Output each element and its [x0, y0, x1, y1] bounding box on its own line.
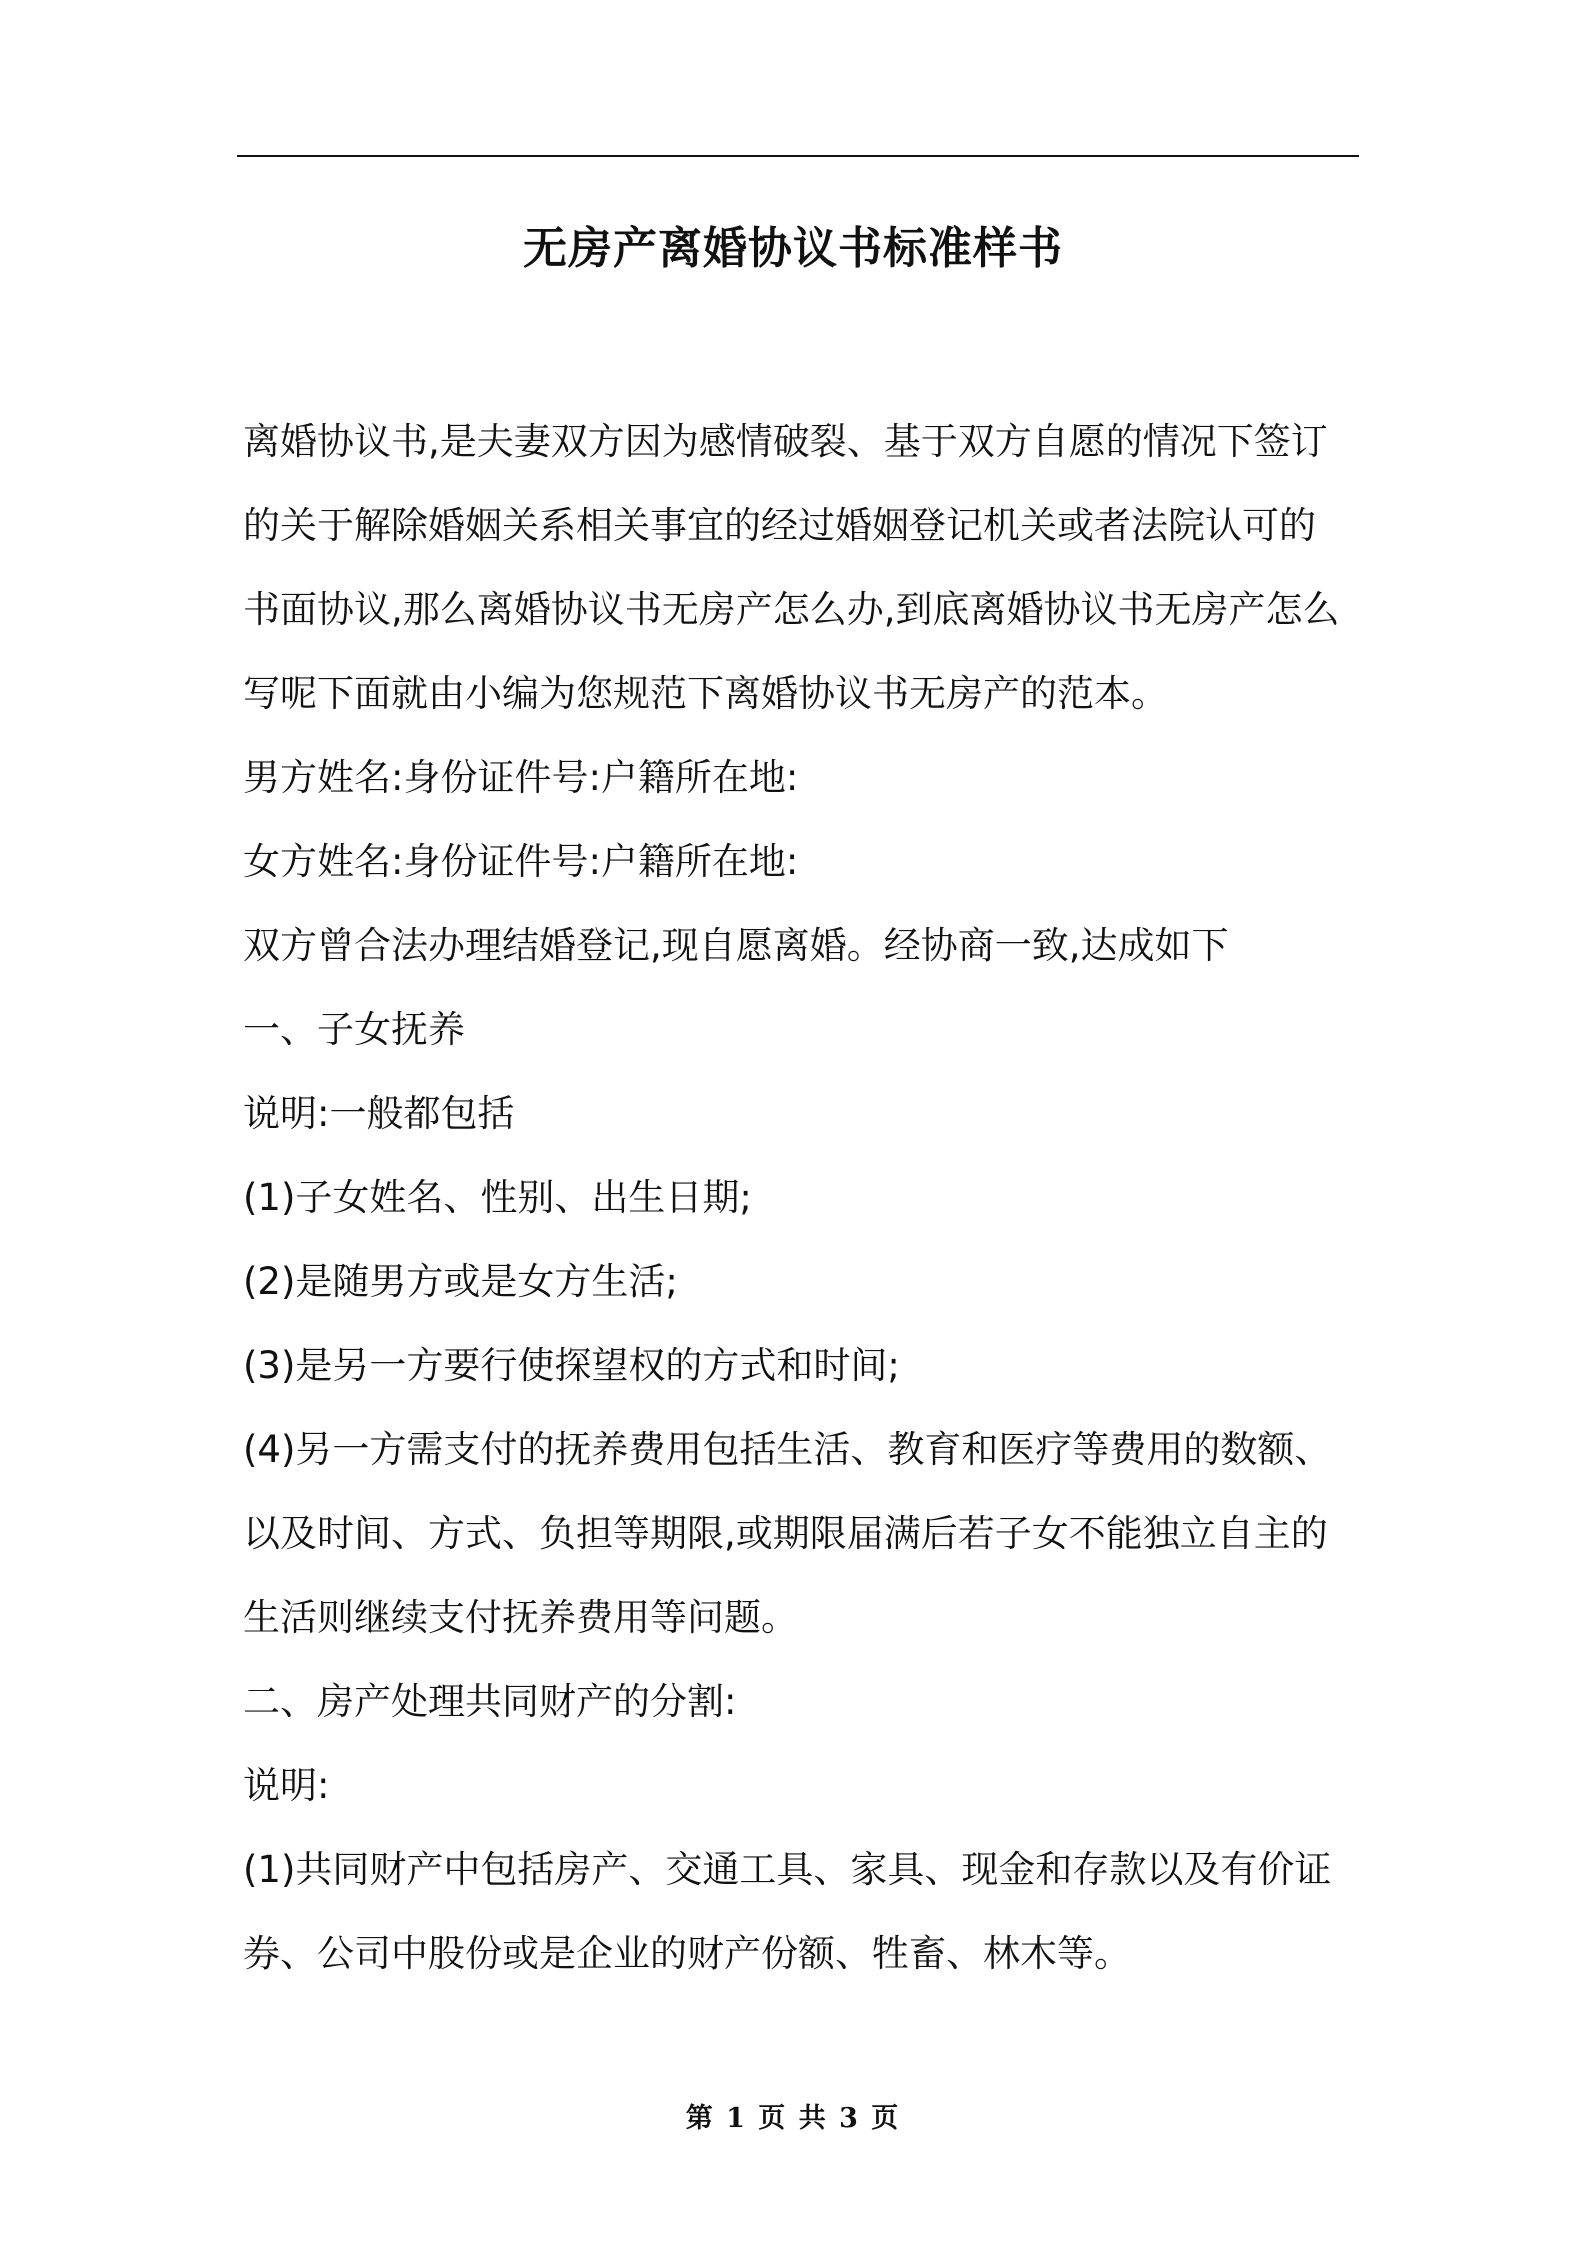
- section-heading: 二、房产处理共同财产的分割:: [243, 1680, 737, 1723]
- body-line: 男方姓名:身份证件号:户籍所在地:: [243, 756, 799, 799]
- body-line: 券、公司中股份或是企业的财产份额、牲畜、林木等。: [243, 1932, 1131, 1975]
- body-line: (2)是随男方或是女方生活;: [243, 1260, 678, 1303]
- body-line: 女方姓名:身份证件号:户籍所在地:: [243, 840, 799, 883]
- body-line: 生活则继续支付抚养费用等问题。: [243, 1596, 798, 1639]
- body-line: (1)共同财产中包括房产、交通工具、家具、现金和存款以及有价证: [243, 1848, 1332, 1891]
- body-line: (3)是另一方要行使探望权的方式和时间;: [243, 1344, 900, 1387]
- document-title: 无房产离婚协议书标准样书: [523, 223, 1063, 274]
- page-number-footer: 第 1 页 共 3 页: [685, 2103, 901, 2134]
- body-line: 说明:: [243, 1764, 330, 1807]
- body-line: 说明:一般都包括: [243, 1092, 515, 1135]
- body-line: 的关于解除婚姻关系相关事宜的经过婚姻登记机关或者法院认可的: [243, 504, 1316, 547]
- body-line: 双方曾合法办理结婚登记,现自愿离婚。经协商一致,达成如下: [243, 924, 1229, 967]
- body-line: 书面协议,那么离婚协议书无房产怎么办,到底离婚协议书无房产怎么: [243, 588, 1340, 631]
- body-line: 以及时间、方式、负担等期限,或期限届满后若子女不能独立自主的: [243, 1512, 1328, 1555]
- body-line: 写呢下面就由小编为您规范下离婚协议书无房产的范本。: [243, 672, 1168, 715]
- header-rule: [237, 155, 1359, 157]
- section-heading: 一、子女抚养: [243, 1008, 465, 1051]
- body-line: (4)另一方需支付的抚养费用包括生活、教育和医疗等费用的数额、: [243, 1428, 1332, 1471]
- body-line: (1)子女姓名、性别、出生日期;: [243, 1176, 752, 1219]
- body-line: 离婚协议书,是夫妻双方因为感情破裂、基于双方自愿的情况下签订: [243, 420, 1328, 463]
- document-body: [243, 400, 1363, 1996]
